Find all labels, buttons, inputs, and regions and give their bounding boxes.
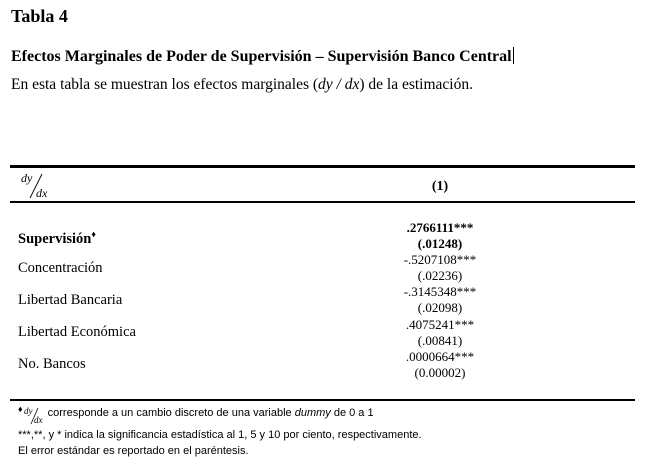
se-no-bancos: (0.00002) [414,365,466,380]
table-header-rule [10,201,635,203]
table-subtitle [11,47,514,66]
coef-supervision: .2766111*** [406,220,474,235]
row-label-no-bancos: No. Bancos [18,356,86,372]
coef-libertad-bancaria: -.3145348*** [403,284,477,299]
intro-paragraph [11,76,473,94]
table-bottom-rule [10,399,635,401]
table-title: Tabla 4 [11,6,68,26]
dydx-note-denominator: dx [33,415,43,425]
se-libertad-bancaria: (.02098) [417,300,463,315]
note-standard-error: El error estándar es reportado en el paréntesis. [18,445,249,457]
row-label-libertad-economica: Libertad Económica [18,324,136,340]
coef-no-bancos: .0000664*** [405,349,475,364]
subtitle-text: Efectos Marginales de Poder de Supervisión – Supervisión Banco Central [11,48,512,65]
note-significance: ***,**, y * indica la significancia estadística al 1, 5 y 10 por ciento, respectivamente. [18,429,422,441]
row-label-text: Supervisión [18,230,92,247]
intro-after: ) de la estimación. [359,76,473,93]
row-label-supervision [18,229,96,248]
coef-libertad-economica: .4075241*** [405,317,475,332]
note-marker: ♦ [18,404,23,414]
column-header-1: (1) [431,179,449,194]
row-label-concentracion: Concentración [18,260,103,276]
intro-expr: dy / dx [318,76,360,93]
dydx-note-numerator: dy [23,406,33,416]
note1-after: de 0 a 1 [330,407,374,419]
table-top-rule [10,165,635,168]
note-dummy [18,404,374,425]
note1-before: corresponde a un cambio discreto de una variable [47,407,295,419]
dydx-denominator: dx [36,186,48,200]
se-concentracion: (.02236) [417,268,463,283]
dydx-note-symbol [23,405,45,425]
row-label-libertad-bancaria: Libertad Bancaria [18,292,123,308]
dydx-header-symbol [20,170,52,200]
se-libertad-economica: (.00841) [417,333,463,348]
note1-emph: dummy [294,407,331,419]
coef-concentracion: -.5207108*** [403,252,477,267]
dydx-numerator: dy [21,171,33,185]
row-marker: ♦ [91,229,96,239]
intro-before: En esta tabla se muestran los efectos marginales ( [11,76,319,93]
text-cursor [513,47,514,64]
se-supervision: (.01248) [417,236,463,251]
